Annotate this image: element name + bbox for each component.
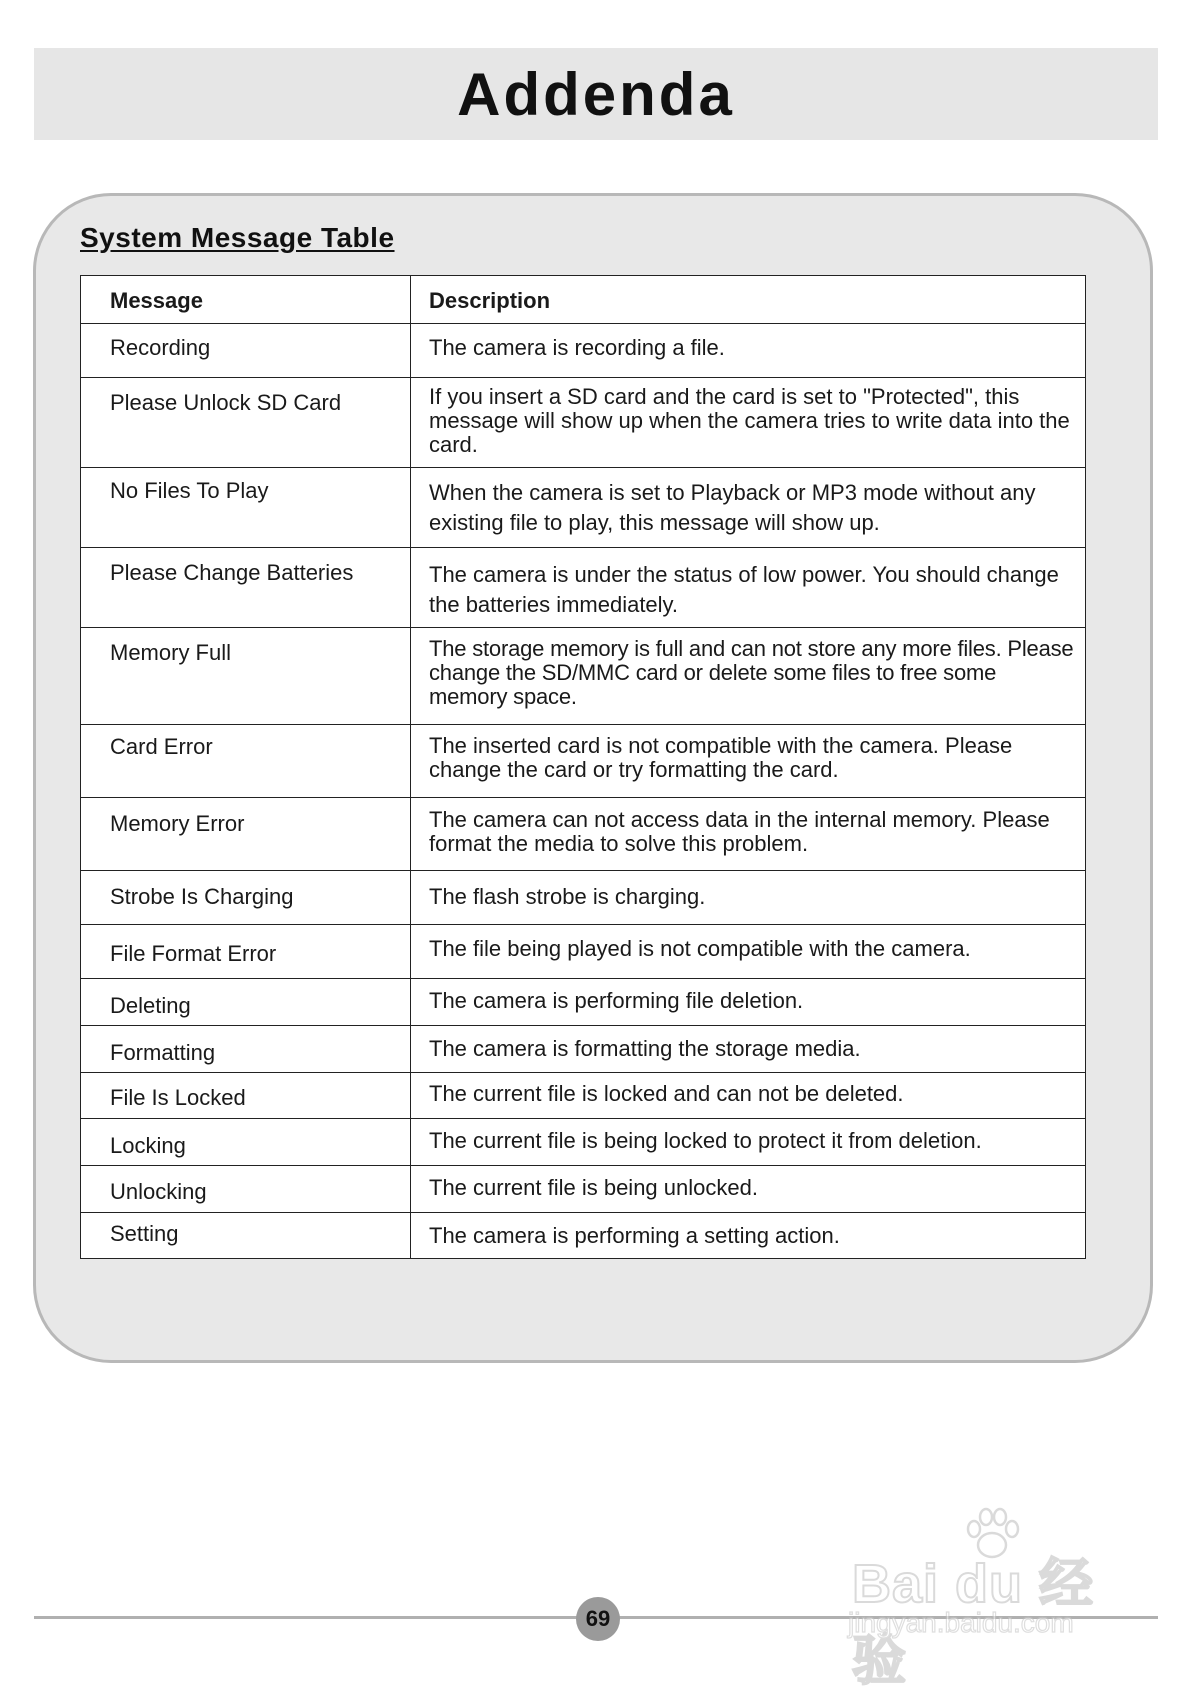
message-cell: Formatting: [81, 1026, 411, 1073]
page-title: Addenda: [457, 60, 735, 128]
description-cell: The inserted card is not compatible with the camera. Please change the card or try formatting the card.: [411, 725, 1086, 798]
description-cell: The current file is being locked to protect it from deletion.: [411, 1119, 1086, 1166]
description-cell: The current file is locked and can not be deleted.: [411, 1073, 1086, 1119]
description-cell: The current file is being unlocked.: [411, 1166, 1086, 1213]
column-header-description: Description: [411, 276, 1086, 324]
table-row: [81, 871, 1086, 925]
table-row: [81, 798, 1086, 871]
baidu-watermark: [848, 1505, 1128, 1691]
description-cell: When the camera is set to Playback or MP3 mode without any existing file to play, this message will show up.: [411, 468, 1086, 548]
table-row: [81, 1213, 1086, 1259]
watermark-brand: Bai du 经验: [852, 1554, 1095, 1691]
description-cell: The camera can not access data in the internal memory. Please format the media to solve this problem.: [411, 798, 1086, 871]
message-cell: Memory Error: [81, 798, 411, 871]
description-cell: The camera is performing file deletion.: [411, 979, 1086, 1026]
table-row: [81, 1073, 1086, 1119]
message-cell: Setting: [81, 1213, 411, 1259]
watermark-url: jingyan.baidu.com: [848, 1607, 1074, 1638]
table-row: [81, 979, 1086, 1026]
table-row: [81, 925, 1086, 979]
description-cell: The camera is recording a file.: [411, 324, 1086, 378]
table-row: [81, 378, 1086, 468]
page-number-badge: 69: [576, 1597, 620, 1641]
message-cell: File Format Error: [81, 925, 411, 979]
message-cell: Deleting: [81, 979, 411, 1026]
table-row: [81, 1026, 1086, 1073]
column-header-message: Message: [81, 276, 411, 324]
table-row: [81, 324, 1086, 378]
message-cell: File Is Locked: [81, 1073, 411, 1119]
message-cell: Card Error: [81, 725, 411, 798]
description-cell: The flash strobe is charging.: [411, 871, 1086, 925]
message-cell: Strobe Is Charging: [81, 871, 411, 925]
message-cell: Locking: [81, 1119, 411, 1166]
description-cell: The camera is performing a setting action.: [411, 1213, 1086, 1259]
table-row: [81, 1119, 1086, 1166]
description-cell: The camera is under the status of low power. You should change the batteries immediately.: [411, 548, 1086, 628]
message-cell: Recording: [81, 324, 411, 378]
table-row: [81, 725, 1086, 798]
message-cell: Please Unlock SD Card: [81, 378, 411, 468]
message-cell: Memory Full: [81, 628, 411, 725]
table-header-row: [81, 276, 1086, 324]
description-cell: The storage memory is full and can not store any more files. Please change the SD/MMC card or delete some files to free some memory space.: [411, 628, 1086, 725]
section-title: System Message Table: [80, 222, 395, 253]
table-row: [81, 468, 1086, 548]
description-cell: The camera is formatting the storage media.: [411, 1026, 1086, 1073]
table-row: [81, 548, 1086, 628]
message-cell: No Files To Play: [81, 468, 411, 548]
header-band: [34, 48, 1158, 140]
table-row: [81, 628, 1086, 725]
description-cell: The file being played is not compatible with the camera.: [411, 925, 1086, 979]
message-cell: Unlocking: [81, 1166, 411, 1213]
system-message-table: [80, 275, 1086, 1259]
message-cell: Please Change Batteries: [81, 548, 411, 628]
table-row: [81, 1166, 1086, 1213]
description-cell: If you insert a SD card and the card is set to "Protected", this message will show up when the camera tries to write data into the card.: [411, 378, 1086, 468]
